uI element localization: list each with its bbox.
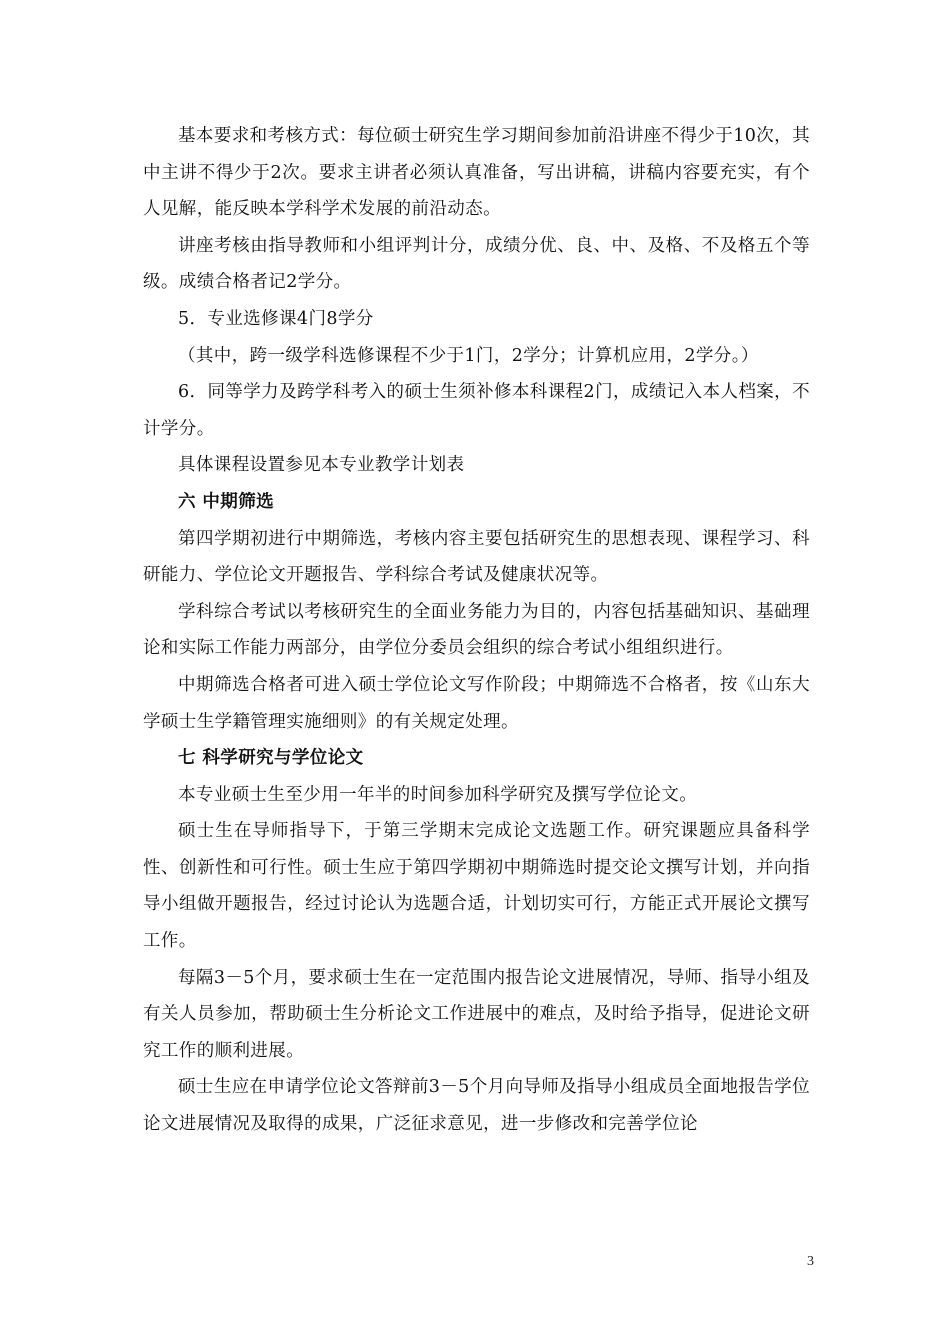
paragraph-curriculum-reference: 具体课程设置参见本专业教学计划表 xyxy=(178,455,465,476)
paragraph-supplementary-courses: 6．同等学力及跨学科考入的硕士生须补修本科课程2门，成绩记入本人档案，不计学分。 xyxy=(143,382,810,439)
paragraph-midterm-result: 中期筛选合格者可进入硕士学位论文写作阶段；中期筛选不合格者，按《山东大学硕士生学籍管理实施细则》的有关规定处理。 xyxy=(143,674,810,732)
paragraph-lecture-assessment: 讲座考核由指导教师和小组评判计分，成绩分优、良、中、及格、不及格五个等级。成绩合格者记2学分。 xyxy=(143,235,810,293)
paragraph-lecture-requirements: 基本要求和考核方式：每位硕士研究生学习期间参加前沿讲座不得少于10次，其中主讲不得少于2次。要求主讲者必须认真准备，写出讲稿，讲稿内容要充实，有个人见解，能反映本学科学术发展的前沿动态。 xyxy=(143,126,810,220)
paragraph-comprehensive-exam: 学科综合考试以考核研究生的全面业务能力为目的，内容包括基础知识、基础理论和实际工作能力两部分，由学位分委员会组织的综合考试小组组织进行。 xyxy=(143,601,810,659)
page-number: 3 xyxy=(807,1254,814,1269)
document-body xyxy=(143,118,810,1143)
paragraph-midterm-content: 第四学期初进行中期筛选，考核内容主要包括研究生的思想表现、课程学习、科研能力、学位论文开题报告、学科综合考试及健康状况等。 xyxy=(143,528,810,586)
section-heading-midterm-screening: 六 中期筛选 xyxy=(178,491,274,512)
paragraph-progress-report: 每隔3－5个月，要求硕士生在一定范围内报告论文进展情况，导师、指导小组及有关人员参加，帮助硕士生分析论文工作进展中的难点，及时给予指导，促进论文研究工作的顺利进展。 xyxy=(143,967,810,1061)
paragraph-topic-selection: 硕士生在导师指导下，于第三学期末完成论文选题工作。研究课题应具备科学性、创新性和可行性。硕士生应于第四学期初中期筛选时提交论文撰写计划，并向指导小组做开题报告，经过讨论认为选题合适，计划切实可行，方能正式开展论文撰写工作。 xyxy=(143,821,810,952)
paragraph-elective-courses: 5．专业选修课4门8学分 xyxy=(178,308,374,329)
section-heading-research-thesis: 七 科学研究与学位论文 xyxy=(178,748,364,769)
paragraph-elective-note: （其中，跨一级学科选修课程不少于1门，2学分；计算机应用，2学分。） xyxy=(178,345,759,366)
paragraph-pre-defense-report: 硕士生应在申请学位论文答辩前3－5个月向导师及指导小组成员全面地报告学位论文进展情况及取得的成果，广泛征求意见，进一步修改和完善学位论 xyxy=(143,1077,810,1135)
paragraph-research-duration: 本专业硕士生至少用一年半的时间参加科学研究及撰写学位论文。 xyxy=(178,784,698,805)
